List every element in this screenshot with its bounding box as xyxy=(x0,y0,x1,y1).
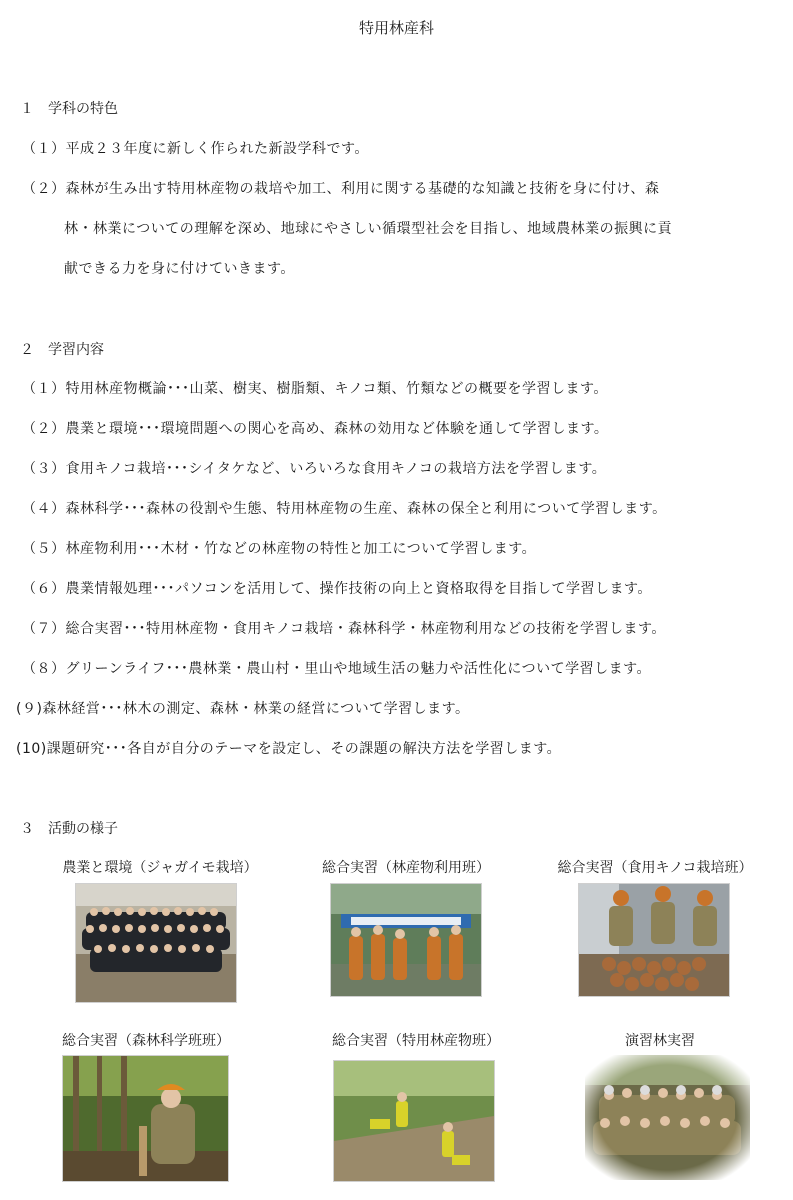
exhibition-photo-icon xyxy=(330,883,482,997)
group-photo-icon xyxy=(75,883,237,1003)
mushroom-photo-icon xyxy=(578,883,730,997)
section-heading-curriculum: ２ 学習内容 xyxy=(20,342,104,358)
group-forest-photo-icon xyxy=(585,1055,750,1180)
bamboo-forest-photo-icon xyxy=(62,1055,229,1182)
photo-caption-6: 演習林実習 xyxy=(625,1033,695,1049)
curriculum-item-4: （４）森林科学･･･森林の役割や生態、特用林産物の生産、森林の保全と利用について学習します。 xyxy=(22,501,667,517)
feature-item-2-line-2: 林・林業についての理解を深め、地球にやさしい循環型社会を目指し、地域農林業の振興に貢 xyxy=(64,221,673,237)
curriculum-item-9: (９)森林経営･･･林木の測定、森林・林業の経営について学習します。 xyxy=(16,701,470,717)
photo-caption-1: 農業と環境（ジャガイモ栽培） xyxy=(62,860,258,876)
photo-caption-3: 総合実習（食用キノコ栽培班） xyxy=(557,860,753,876)
section-heading-features: １ 学科の特色 xyxy=(20,101,118,117)
curriculum-item-5: （５）林産物利用･･･木材・竹などの林産物の特性と加工について学習します。 xyxy=(22,541,537,557)
curriculum-item-10: (10)課題研究･･･各自が自分のテーマを設定し、その課題の解決方法を学習します。 xyxy=(16,741,562,757)
curriculum-item-3: （３）食用キノコ栽培･･･シイタケなど、いろいろな食用キノコの栽培方法を学習します。 xyxy=(22,461,607,477)
curriculum-item-2: （２）農業と環境･･･環境問題への関心を高め、森林の効用など体験を通して学習します。 xyxy=(22,421,609,437)
photo-caption-5: 総合実習（特用林産物班） xyxy=(332,1033,500,1049)
feature-item-2: （２）森林が生み出す特用林産物の栽培や加工、利用に関する基礎的な知識と技術を身に付け、森 xyxy=(22,181,660,197)
curriculum-item-1: （１）特用林産物概論･･･山菜、樹実、樹脂類、キノコ類、竹類などの概要を学習します。 xyxy=(22,381,608,397)
section-heading-activities: ３ 活動の様子 xyxy=(20,821,118,837)
curriculum-item-6: （６）農業情報処理･･･パソコンを活用して、操作技術の向上と資格取得を目指して学習します。 xyxy=(22,581,652,597)
feature-item-2-line-3: 献できる力を身に付けていきます。 xyxy=(64,261,295,277)
curriculum-item-8: （８）グリーンライフ･･･農林業・農山村・里山や地域生活の魅力や活性化について学習します。 xyxy=(22,661,651,677)
curriculum-item-7: （７）総合実習･･･特用林産物・食用キノコ栽培・森林科学・林産物利用などの技術を学習します。 xyxy=(22,621,666,637)
feature-item-1: （１）平成２３年度に新しく作られた新設学科です。 xyxy=(22,141,369,157)
photo-caption-2: 総合実習（林産物利用班） xyxy=(322,860,490,876)
hillside-work-photo-icon xyxy=(333,1060,495,1182)
page-title: 特用林産科 xyxy=(358,19,434,37)
photo-caption-4: 総合実習（森林科学班班） xyxy=(62,1033,230,1049)
